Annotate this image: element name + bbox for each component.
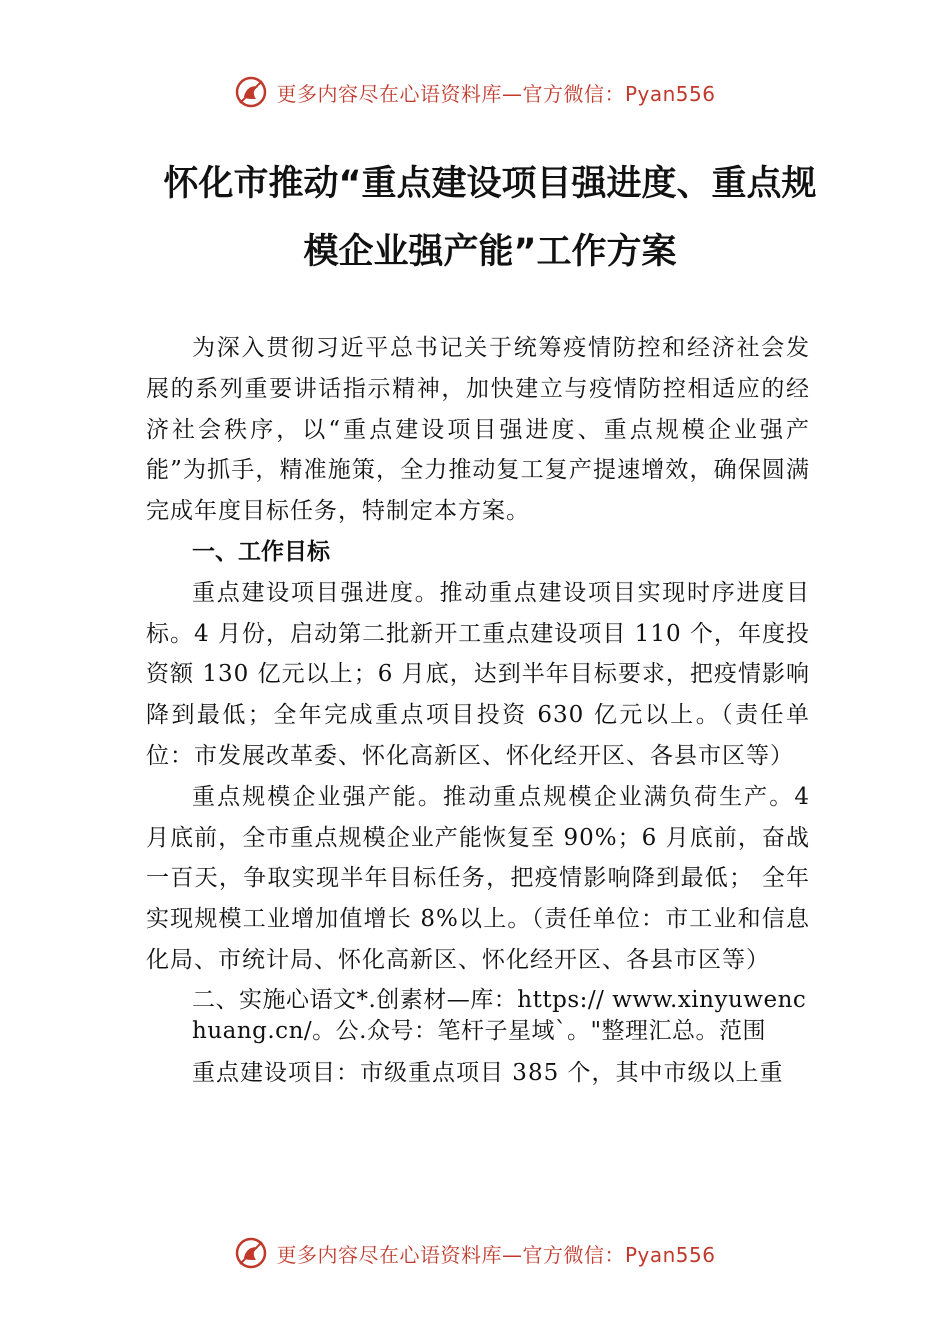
footer-watermark-banner [0, 1233, 950, 1273]
goal-projects-paragraph: 重点建设项目强进度。推动重点建设项目实现时序进度目标。4 月份，启动第二批新开工重点建设项目 110 个，年度投资额 130 亿元以上；6 月底，达到半年目标要求，把疫情影响降到最低；全年完成重点项目投资 630 亿元以上。（责任单位：市发展改革委、怀化高新区、怀化经开区、各县市区等） [146, 579, 810, 769]
header-watermark-banner [0, 72, 950, 112]
goal-enterprises-paragraph: 重点规模企业强产能。推动重点规模企业满负荷生产。4 月底前，全市重点规模企业产能恢复至 90%；6 月底前，奋战一百天，争取实现半年目标任务，把疫情影响降到最低； 全年实现规模工业增加值增长 8%以上。（责任单位：市工业和信息化局、市统计局、怀化高新区、怀化经开区、各县市区等） [146, 783, 810, 973]
fire-swirl-logo-icon [234, 75, 268, 109]
document-title: 怀化市推动“重点建设项目强进度、重点规模企业强产能”工作方案 [163, 164, 817, 272]
header-watermark-text: 更多内容尽在心语资料库—官方微信：Pyan556 [276, 81, 716, 106]
intro-paragraph: 为深入贯彻习近平总书记关于统筹疫情防控和经济社会发展的系列重要讲话指示精神，加快建立与疫情防控相适应的经济社会秩序，以“重点建设项目强进度、重点规模企业强产能”为抓手，精准施策，全力推动复工复产提速增效，确保圆满完成年度目标任务，特制定本方案。 [146, 335, 810, 525]
section-heading-scope: 二、实施心语文*.创素材—库：https:// www.xinyuwenchuang.cn/。公.众号：笔杆子星域`。"整理汇总。范围 [192, 986, 807, 1044]
scope-projects-paragraph: 重点建设项目：市级重点项目 385 个，其中市级以上重 [192, 1059, 784, 1086]
fire-swirl-logo-icon [234, 1236, 268, 1270]
document-body [146, 328, 810, 1094]
footer-watermark-text: 更多内容尽在心语资料库—官方微信：Pyan556 [276, 1242, 716, 1267]
section-heading-goals: 一、工作目标 [192, 538, 330, 565]
